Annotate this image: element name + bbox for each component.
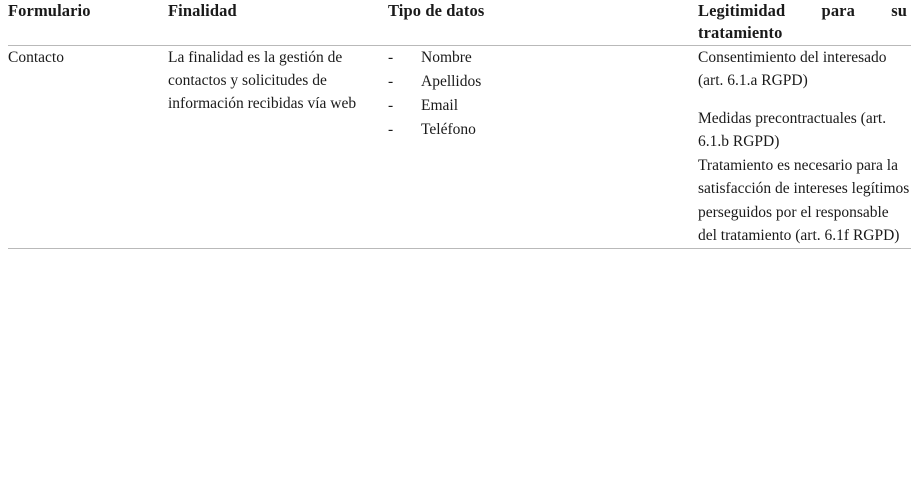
column-header-tipo-de-datos: Tipo de datos	[388, 1, 485, 20]
cell-legitimidad	[698, 45, 911, 248]
column-header-formulario: Formulario	[8, 1, 91, 20]
cell-formulario: Contacto	[8, 48, 64, 66]
legitimidad-paragraph: Tratamiento es necesario para la satisfacción de intereses legítimos perseguidos por el responsable del tratamiento (art. 6.1f RGPD)	[698, 156, 910, 245]
column-header-legitimidad: Legitimidad para su tratamiento	[698, 1, 907, 43]
list-item-label: Nombre	[421, 48, 472, 66]
dash-marker: -	[388, 96, 394, 114]
table-body	[8, 45, 911, 248]
list-item-label: Teléfono	[421, 120, 476, 138]
list-item	[388, 94, 698, 118]
dash-marker: -	[388, 120, 394, 138]
cell-finalidad: La finalidad es la gestión de contactos y solicitudes de información recibidas vía web	[168, 48, 357, 113]
list-item	[388, 70, 698, 94]
table-header	[8, 0, 911, 45]
list-item	[388, 118, 698, 142]
list-item-label: Email	[421, 96, 459, 114]
cell-tipo-de-datos	[388, 45, 698, 248]
table-header-row	[8, 0, 911, 45]
dash-marker: -	[388, 72, 394, 90]
tipo-datos-list	[388, 46, 698, 142]
legitimidad-paragraph: Consentimiento del interesado (art. 6.1.a RGPD)	[698, 48, 887, 90]
legitimidad-paragraph: Medidas precontractuales (art. 6.1.b RGPD)	[698, 109, 887, 151]
dash-marker: -	[388, 48, 394, 66]
list-item	[388, 46, 698, 70]
list-item-label: Apellidos	[421, 72, 482, 90]
column-header-finalidad: Finalidad	[168, 1, 237, 20]
table-row	[8, 45, 911, 248]
privacy-data-table	[8, 0, 911, 249]
